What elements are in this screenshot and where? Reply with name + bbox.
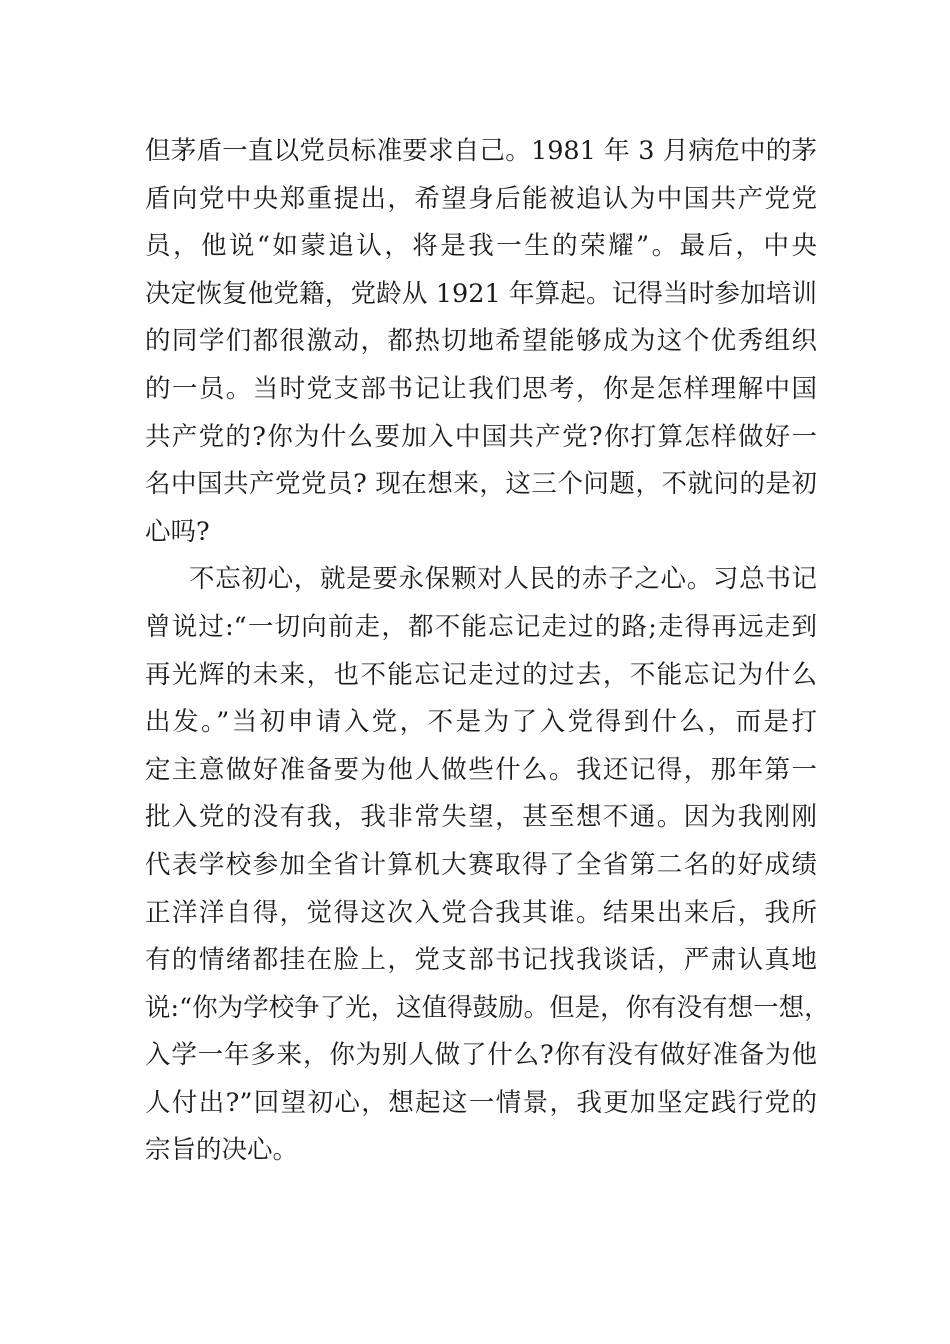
text-line: 曾说过:“一切向前走，都不能忘记走过的路;走得再远走到: [145, 611, 817, 642]
text-line: 的同学们都很激动，都热切地希望能够成为这个优秀组织: [145, 326, 817, 357]
text-line: 共产党的?你为什么要加入中国共产党?你打算怎样做好一: [145, 421, 817, 452]
text-line: 不忘初心，就是要永保颗对人民的赤子之心。习总书记: [189, 564, 817, 595]
text-line: 盾向党中央郑重提出，希望身后能被追认为中国共产党党: [145, 183, 817, 214]
text-line: 定主意做好准备要为他人做些什么。我还记得，那年第一: [145, 754, 817, 785]
text-line: 但茅盾一直以党员标准要求自己。1981 年 3 月病危中的茅: [145, 136, 817, 166]
text-line: 再光辉的未来，也不能忘记走过的过去，不能忘记为什么: [145, 659, 817, 690]
text-line: 入学一年多来，你为别人做了什么?你有没有做好准备为他: [145, 1040, 817, 1071]
text-line: 决定恢复他党籍，党龄从 1921 年算起。记得当时参加培训: [145, 278, 817, 309]
text-line: 名中国共产党党员? 现在想来，这三个问题，不就问的是初: [145, 469, 817, 500]
text-line: 的一员。当时党支部书记让我们思考，你是怎样理解中国: [145, 373, 817, 404]
text-line: 有的情绪都挂在脸上，党支部书记找我谈话，严肃认真地: [145, 945, 817, 976]
text-line: 说:“你为学校争了光，这值得鼓励。但是，你有没有想一想，: [145, 992, 830, 1023]
text-line: 员，他说“如蒙追认，将是我一生的荣耀”。最后，中央: [145, 231, 817, 262]
paragraph-1: [145, 128, 817, 556]
text-line: 人付出?”回望初心，想起这一情景，我更加坚定践行党的: [145, 1087, 817, 1118]
text-line: 宗旨的决心。: [145, 1135, 299, 1166]
text-line: 出发。”当初申请入党，不是为了入党得到什么，而是打: [145, 707, 817, 738]
paragraph-2: [145, 556, 830, 1175]
document-body: [145, 128, 830, 1175]
text-line: 心吗?: [145, 516, 210, 547]
text-line: 代表学校参加全省计算机大赛取得了全省第二名的好成绩: [145, 849, 817, 880]
text-line: 批入党的没有我，我非常失望，甚至想不通。因为我刚刚: [145, 802, 817, 833]
text-line: 正洋洋自得，觉得这次入党合我其谁。结果出来后，我所: [145, 897, 817, 928]
